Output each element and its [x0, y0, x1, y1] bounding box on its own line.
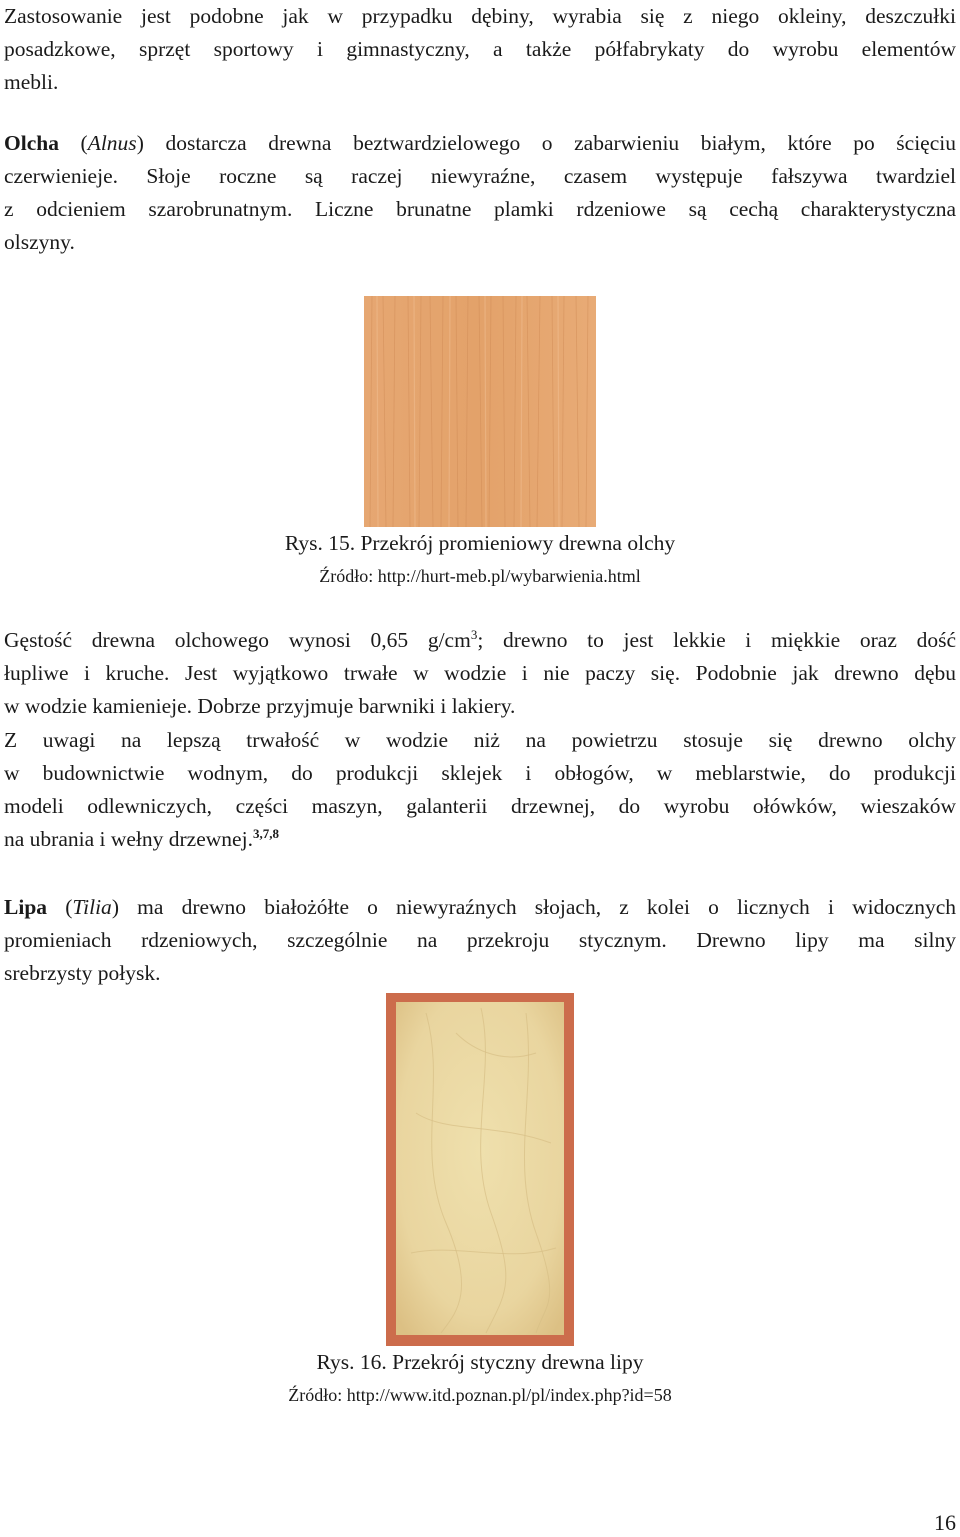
latin-alnus: Alnus — [87, 131, 137, 155]
text-line: w wodzie kamienieje. Dobrze przyjmuje barwniki i lakiery. — [4, 694, 516, 718]
text-fragment: ; drewno to jest lekkie i miękkie oraz dość — [477, 628, 956, 652]
text-line: Z uwagi na lepszą trwałość w wodzie niż na powietrzu stosuje się drewno olchy — [4, 728, 956, 752]
text-line: z odcieniem szarobrunatnym. Liczne brunatne plamki rdzeniowe są cechą charakterystyczna — [4, 197, 956, 221]
linden-wood-image — [386, 993, 574, 1346]
figure-16-source: Źródło: http://www.itd.poznan.pl/pl/index.php?id=58 — [288, 1385, 672, 1405]
paragraph-uses — [4, 724, 956, 856]
text-line: Zastosowanie jest podobne jak w przypadku dębiny, wyrabia się z niego okleiny, deszczułki — [4, 4, 956, 28]
text-line: mebli. — [4, 70, 59, 94]
text-fragment: dostarcza drewna beztwardzielowego o zabarwieniu białym, które po ścięciu — [143, 131, 956, 155]
figure-16-caption: Rys. 16. Przekrój styczny drewna lipy — [316, 1350, 644, 1374]
text-line: olszyny. — [4, 230, 75, 254]
text-line — [4, 823, 956, 856]
superscript: 3 — [470, 626, 478, 642]
text-fragment: Gęstość drewna olchowego wynosi 0,65 g/cm — [4, 628, 471, 652]
latin-tilia: Tilia — [72, 895, 112, 919]
text-line: srebrzysty połysk. — [4, 961, 161, 985]
paragraph-olcha — [4, 127, 956, 259]
text-line — [4, 624, 956, 657]
text-fragment: ma drewno białożółte o niewyraźnych słojach, z kolei o licznych i widocznych — [118, 895, 956, 919]
text-line: czerwienieje. Słoje roczne są raczej niewyraźne, czasem występuje fałszywa twardziel — [4, 164, 956, 188]
text-line: modeli odlewniczych, części maszyn, galanterii drzewnej, do wyrobu ołówków, wieszaków — [4, 794, 956, 818]
text-line: łupliwe i kruche. Jest wyjątkowo trwałe w wodzie i nie paczy się. Podobnie jak drewno dębu — [4, 661, 956, 685]
text-line: posadzkowe, sprzęt sportowy i gimnastyczny, a także półfabrykaty do wyrobu elementów — [4, 37, 956, 61]
figure-15-source: Źródło: http://hurt-meb.pl/wybarwienia.html — [319, 566, 641, 586]
term-lipa: Lipa — [4, 895, 48, 919]
figure-15-caption: Rys. 15. Przekrój promieniowy drewna olchy — [284, 531, 676, 555]
text-fragment: na ubrania i wełny drzewnej. — [4, 827, 253, 851]
text-line: w budownictwie wodnym, do produkcji sklejek i obłogów, w meblarstwie, do produkcji — [4, 761, 956, 785]
page-number: 16 — [934, 1510, 956, 1535]
reference-superscript: 3,7,8 — [252, 825, 279, 841]
paragraph-density — [4, 624, 956, 723]
paragraph-lipa — [4, 891, 956, 990]
text-line: Lipa (Tilia) ma drewno białożółte o niewyraźnych słojach, z kolei o licznych i widocznych — [4, 895, 956, 919]
alder-wood-image — [364, 296, 596, 527]
term-olcha: Olcha — [4, 131, 59, 155]
paragraph-intro — [4, 0, 956, 99]
text-line: Olcha (Alnus) dostarcza drewna beztwardzielowego o zabarwieniu białym, które po ścięciu — [4, 131, 956, 155]
text-line: promieniach rdzeniowych, szczególnie na przekroju stycznym. Drewno lipy ma silny — [4, 928, 956, 952]
